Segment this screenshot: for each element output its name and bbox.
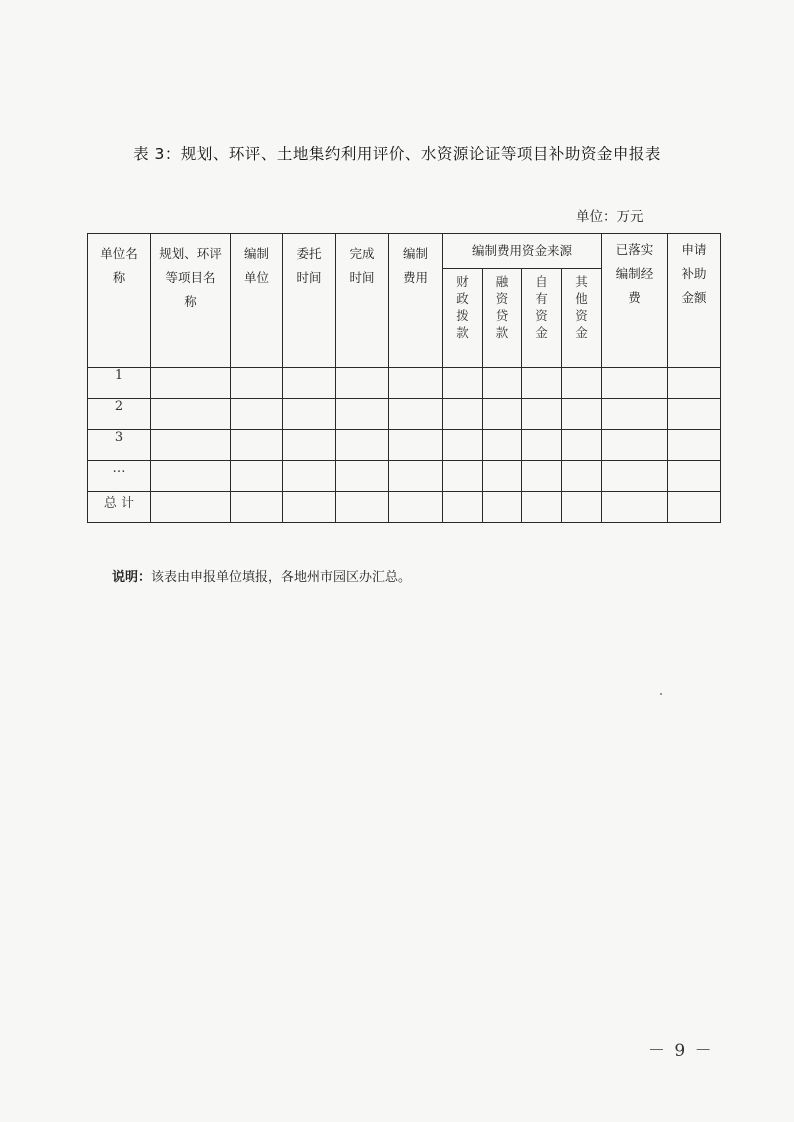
table-cell[interactable]: [668, 430, 721, 461]
note-label: 说明：: [112, 570, 152, 585]
header-row-1: [88, 234, 721, 269]
table-cell[interactable]: [483, 430, 522, 461]
page-number: － 9 －: [648, 1041, 714, 1061]
table-cell[interactable]: [151, 399, 231, 430]
table-row: [88, 399, 721, 430]
table-cell[interactable]: [668, 368, 721, 399]
table-cell[interactable]: [483, 461, 522, 492]
table-cell[interactable]: [283, 461, 336, 492]
table-row-total: [88, 492, 721, 523]
table-cell[interactable]: [336, 492, 389, 523]
table-cell[interactable]: [151, 461, 231, 492]
table-cell[interactable]: [389, 492, 443, 523]
table-cell[interactable]: [562, 461, 602, 492]
table-cell[interactable]: [231, 492, 283, 523]
table-cell[interactable]: [231, 461, 283, 492]
header-unit-name: 单位名 称: [88, 234, 151, 368]
table-cell[interactable]: [668, 461, 721, 492]
table-row: [88, 430, 721, 461]
header-fiscal-allocation: 财政拨款: [443, 269, 483, 368]
table-cell[interactable]: [562, 368, 602, 399]
header-compiling-unit: 编制 单位: [231, 234, 283, 368]
row-label: …: [88, 461, 151, 492]
table-cell[interactable]: [668, 399, 721, 430]
table-cell[interactable]: [602, 368, 668, 399]
table-cell[interactable]: [443, 368, 483, 399]
header-other-funds: 其他资金: [562, 269, 602, 368]
table-cell[interactable]: [231, 430, 283, 461]
table-cell[interactable]: [562, 430, 602, 461]
note-text: 该表由申报单位填报，各地州市园区办汇总。: [151, 570, 412, 585]
table-cell[interactable]: [522, 430, 562, 461]
table-cell[interactable]: [562, 399, 602, 430]
table-cell[interactable]: [283, 399, 336, 430]
table-cell[interactable]: [602, 492, 668, 523]
table-cell[interactable]: [602, 430, 668, 461]
table-cell[interactable]: [389, 461, 443, 492]
header-completion-time: 完成 时间: [336, 234, 389, 368]
table-cell[interactable]: [231, 368, 283, 399]
table-note: [112, 566, 411, 585]
table-cell[interactable]: [389, 399, 443, 430]
row-label: 3: [88, 430, 151, 461]
unit-label: 单位：万元: [576, 209, 644, 225]
header-funding-source: 编制费用资金来源: [443, 234, 602, 269]
table-cell[interactable]: [336, 368, 389, 399]
header-compiling-cost: 编制 费用: [389, 234, 443, 368]
table-cell[interactable]: [522, 461, 562, 492]
table-cell[interactable]: [283, 368, 336, 399]
table-cell[interactable]: [336, 399, 389, 430]
table-cell[interactable]: [336, 430, 389, 461]
table-cell[interactable]: [522, 399, 562, 430]
table-cell[interactable]: [283, 492, 336, 523]
table-cell[interactable]: [483, 492, 522, 523]
table-row: [88, 461, 721, 492]
table-cell[interactable]: [443, 399, 483, 430]
scan-speck: [660, 693, 662, 695]
table-cell[interactable]: [562, 492, 602, 523]
table-cell[interactable]: [443, 430, 483, 461]
table-cell[interactable]: [151, 492, 231, 523]
table-cell[interactable]: [483, 368, 522, 399]
table-cell[interactable]: [443, 461, 483, 492]
header-project-name: 规划、环评 等项目名 称: [151, 234, 231, 368]
header-implemented-funds: 已落实 编制经 费: [602, 234, 668, 368]
row-label: 2: [88, 399, 151, 430]
table-cell[interactable]: [602, 399, 668, 430]
subsidy-application-table: [87, 233, 721, 523]
document-title: 表 3：规划、环评、土地集约利用评价、水资源论证等项目补助资金申报表: [133, 145, 661, 163]
table-cell[interactable]: [151, 368, 231, 399]
table-cell[interactable]: [151, 430, 231, 461]
table-cell[interactable]: [231, 399, 283, 430]
header-own-funds: 自有资金: [522, 269, 562, 368]
header-financing-loan: 融资贷款: [483, 269, 522, 368]
table-cell[interactable]: [389, 368, 443, 399]
table-cell[interactable]: [668, 492, 721, 523]
table-cell[interactable]: [336, 461, 389, 492]
table-cell[interactable]: [522, 492, 562, 523]
table-cell[interactable]: [522, 368, 562, 399]
header-commission-time: 委托 时间: [283, 234, 336, 368]
table-row: [88, 368, 721, 399]
table-cell[interactable]: [283, 430, 336, 461]
table-cell[interactable]: [483, 399, 522, 430]
row-label-total: 总 计: [88, 492, 151, 523]
header-requested-amount: 申请 补助 金额: [668, 234, 721, 368]
table-cell[interactable]: [602, 461, 668, 492]
table-cell[interactable]: [389, 430, 443, 461]
row-label: 1: [88, 368, 151, 399]
table-cell[interactable]: [443, 492, 483, 523]
